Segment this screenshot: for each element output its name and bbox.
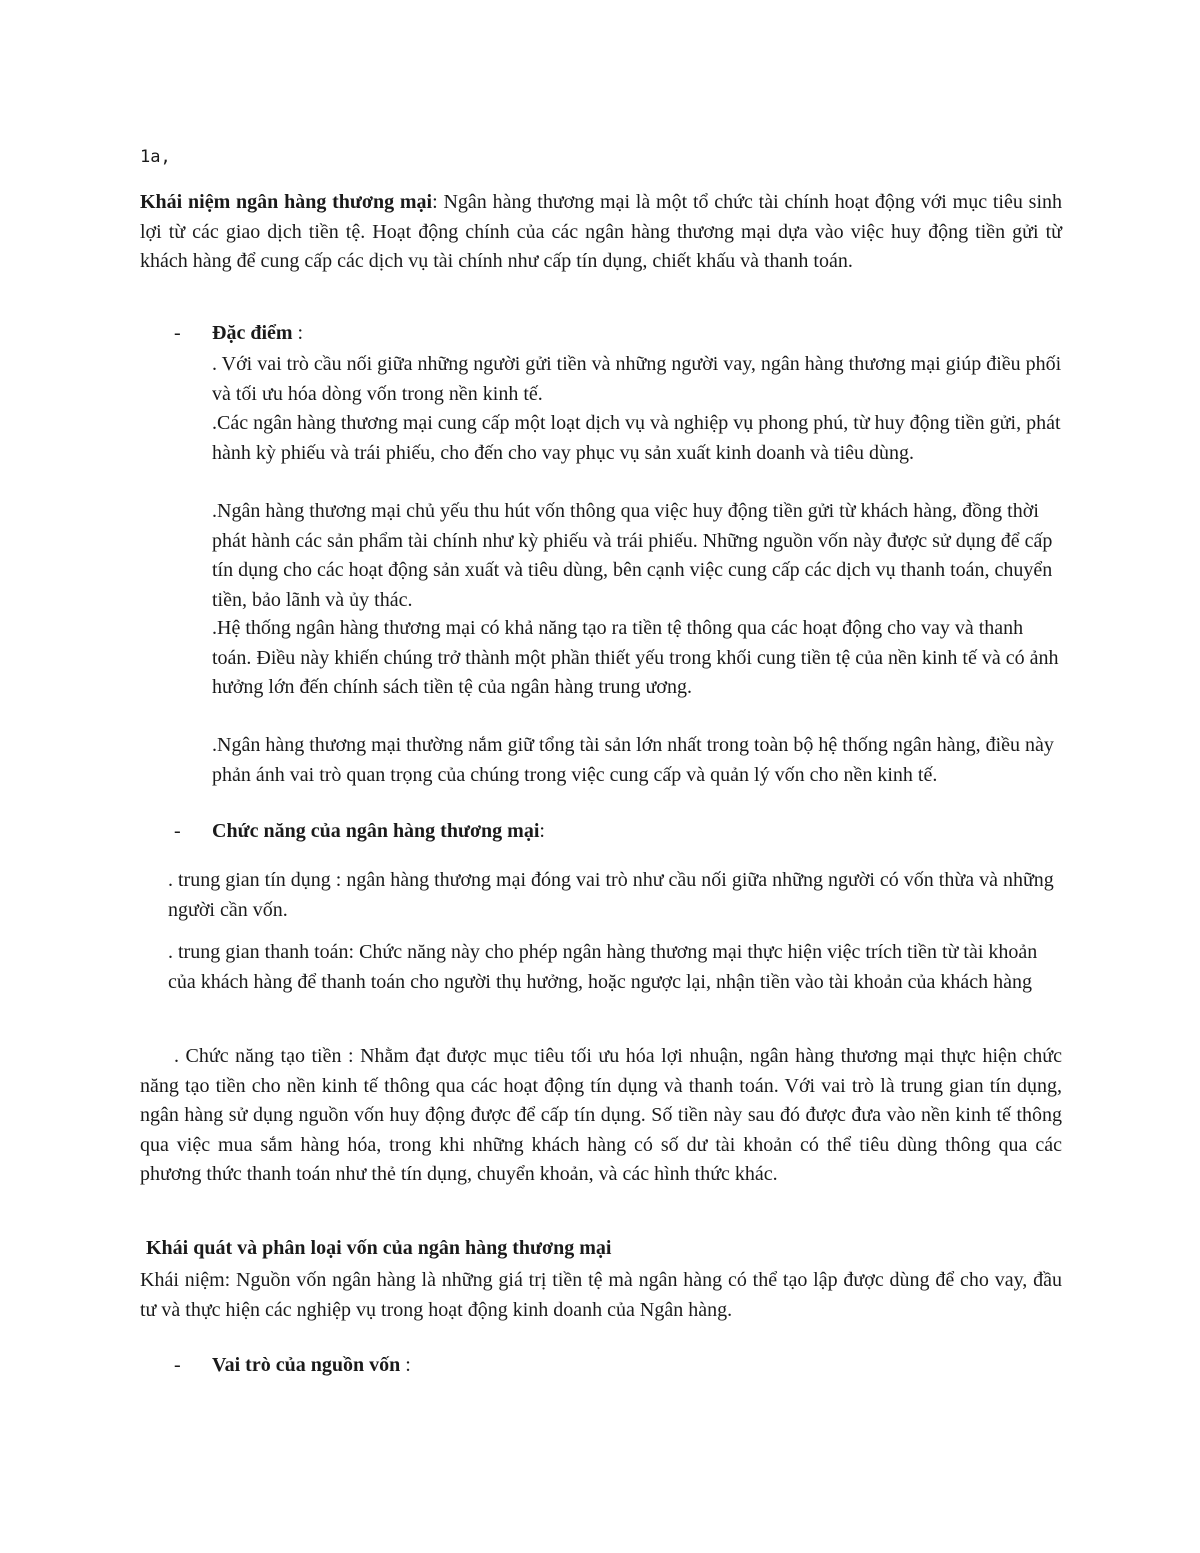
functions-suffix: :	[539, 820, 545, 842]
characteristic-item: .Các ngân hàng thương mại cung cấp một loạt dịch vụ và nghiệp vụ phong phú, từ huy động tiền gửi, phát hành kỳ phiếu và trái phiếu, cho đến cho vay phục vụ sản xuất kinh doanh và tiêu dùng.	[212, 412, 1061, 464]
intro-term: Khái niệm ngân hàng thương mại	[140, 191, 433, 213]
characteristic-item: . Với vai trò cầu nối giữa những người gửi tiền và những người vay, ngân hàng thương mại giúp điều phối và tối ưu hóa dòng vốn trong nền kinh tế.	[212, 353, 1062, 405]
functions-heading	[0, 817, 1200, 847]
money-creation-paragraph: . Chức năng tạo tiền : Nhằm đạt được mục tiêu tối ưu hóa lợi nhuận, ngân hàng thương mại thực hiện chức năng tạo tiền cho nền kinh tế thông qua các hoạt động tín dụng và thanh toán. Với vai trò là trung gian tín dụng, ngân hàng sử dụng nguồn vốn huy động được để cấp tín dụng. Số tiền này sau đó được đưa vào nền kinh tế thông qua việc mua sắm hàng hóa, trong khi những khách hàng có số dư tài khoản có thể tiêu dùng thông qua các phương thức thanh toán như thẻ tín dụng, chuyển khoản, và các hình thức khác.	[140, 1045, 1062, 1185]
capital-heading: Khái quát và phân loại vốn của ngân hàng thương mại	[146, 1237, 612, 1259]
intro-text: : Ngân hàng thương mại là một tổ chức tài chính hoạt động với mục tiêu sinh lợi từ các giao dịch tiền tệ. Hoạt động chính của các ngân hàng thương mại dựa vào việc huy động tiền gửi từ khách hàng để cung cấp các dịch vụ tài chính như cấp tín dụng, chiết khấu và thanh toán.	[140, 191, 1062, 272]
role-label: Vai trò của nguồn vốn	[212, 1354, 401, 1376]
list-dash: -	[174, 322, 181, 344]
characteristics-suffix: :	[292, 322, 304, 344]
list-dash: -	[174, 820, 181, 842]
function-item: . trung gian tín dụng : ngân hàng thương mại đóng vai trò như cầu nối giữa những người có vốn thừa và những người cần vốn.	[168, 869, 1054, 921]
capital-definition: Khái niệm: Nguồn vốn ngân hàng là những giá trị tiền tệ mà ngân hàng có thể tạo lập được dùng để cho vay, đầu tư và thực hiện các nghiệp vụ trong hoạt động kinh doanh của Ngân hàng.	[140, 1269, 1062, 1321]
intro-paragraph	[140, 188, 1062, 277]
functions-label: Chức năng của ngân hàng thương mại	[212, 820, 540, 842]
list-dash: -	[174, 1354, 181, 1376]
characteristic-item: .Hệ thống ngân hàng thương mại có khả năng tạo ra tiền tệ thông qua các hoạt động cho vay và thanh toán. Điều này khiến chúng trở thành một phần thiết yếu trong khối cung tiền tệ của nền kinh tế và có ảnh hưởng lớn đến chính sách tiền tệ của ngân hàng trung ương.	[212, 617, 1059, 698]
role-heading	[0, 1351, 1200, 1381]
role-suffix: :	[400, 1354, 411, 1376]
function-item: . trung gian thanh toán: Chức năng này cho phép ngân hàng thương mại thực hiện việc trích tiền từ tài khoản của khách hàng để thanh toán cho người thụ hưởng, hoặc ngược lại, nhận tiền vào tài khoản của khách hàng	[168, 941, 1038, 993]
characteristics-heading	[0, 319, 1200, 349]
characteristic-item: .Ngân hàng thương mại thường nắm giữ tổng tài sản lớn nhất trong toàn bộ hệ thống ngân hàng, điều này phản ánh vai trò quan trọng của chúng trong việc cung cấp và quản lý vốn cho nền kinh tế.	[212, 734, 1054, 786]
characteristic-item: .Ngân hàng thương mại chủ yếu thu hút vốn thông qua việc huy động tiền gửi từ khách hàng, đồng thời phát hành các sản phẩm tài chính như kỳ phiếu và trái phiếu. Những nguồn vốn này được sử dụng để cấp tín dụng cho các hoạt động sản xuất và tiêu dùng, bên cạnh việc cung cấp các dịch vụ thanh toán, chuyển tiền, bảo lãnh và ủy thác.	[212, 500, 1053, 611]
characteristics-label: Đặc điểm	[212, 322, 293, 344]
section-marker: 1a,	[140, 147, 171, 167]
